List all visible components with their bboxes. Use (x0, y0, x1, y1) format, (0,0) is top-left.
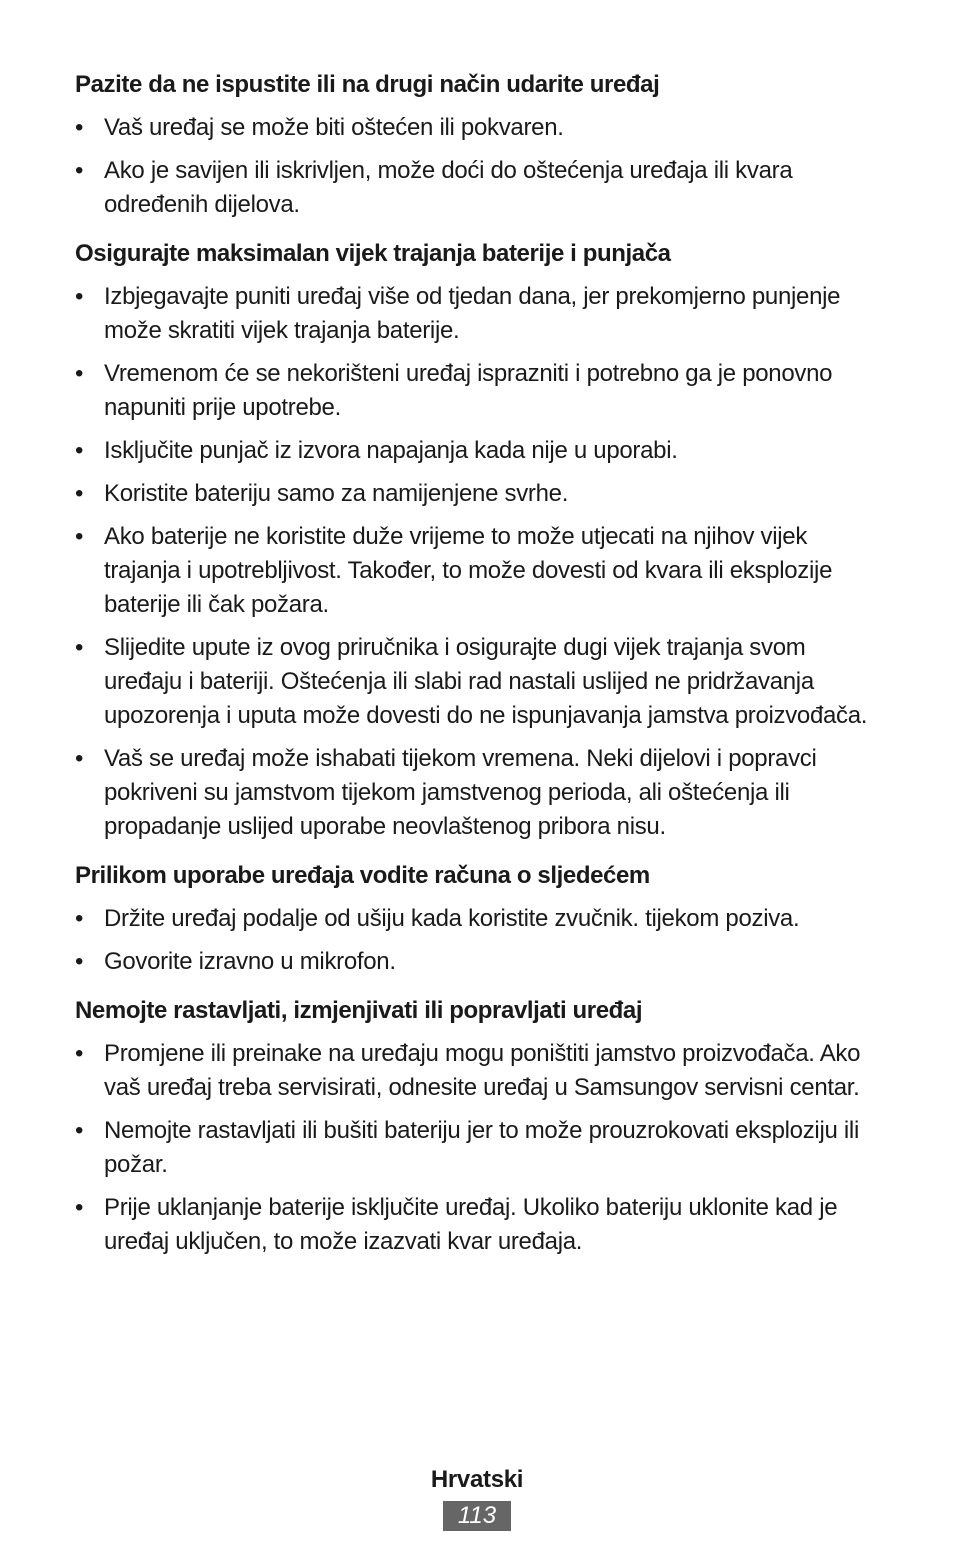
list-item-text: Izbjegavajte puniti uređaj više od tjedan dana, jer prekomjerno punjenje može skratiti vijek trajanja baterije. (104, 283, 841, 344)
list-item (75, 1114, 875, 1182)
list-item-text: Ako baterije ne koristite duže vrijeme to može utjecati na njihov vijek trajanja i upotrebljivost. Također, to može dovesti od kvara ili eksplozije baterije ili čak požara. (104, 523, 833, 618)
list-item-text: Držite uređaj podalje od ušiju kada koristite zvučnik. tijekom poziva. (104, 905, 800, 932)
bullet-icon: • (75, 1040, 84, 1067)
list-item-text: Vaš uređaj se može biti oštećen ili pokvaren. (104, 114, 564, 141)
bullet-icon: • (75, 114, 84, 141)
list-item-text: Govorite izravno u mikrofon. (104, 948, 396, 975)
list-item-text: Isključite punjač iz izvora napajanja kada nije u uporabi. (104, 437, 678, 464)
list-item (75, 945, 875, 979)
list-item (75, 154, 875, 222)
footer-language: Hrvatski (430, 1466, 524, 1493)
list-item (75, 434, 875, 468)
list-item (75, 1191, 875, 1259)
list-item (75, 742, 875, 844)
list-item-text: Vremenom će se nekorišteni uređaj isprazniti i potrebno ga je ponovno napuniti prije upotrebe. (104, 360, 833, 421)
section-disassembly (75, 994, 875, 1259)
section-heading: Pazite da ne ispustite ili na drugi način udarite uređaj (75, 71, 660, 98)
list-item (75, 280, 875, 348)
section-heading: Osigurajte maksimalan vijek trajanja baterije i punjača (75, 240, 671, 267)
list-item (75, 1037, 875, 1105)
bullet-icon: • (75, 360, 84, 387)
bullet-icon: • (75, 1194, 84, 1221)
bullet-icon: • (75, 905, 84, 932)
list-item (75, 902, 875, 936)
list-item-text: Nemojte rastavljati ili bušiti bateriju jer to može prouzrokovati eksploziju ili požar. (104, 1117, 859, 1178)
list-item (75, 111, 875, 145)
page-number-badge: 113 (443, 1501, 511, 1531)
bullet-icon: • (75, 634, 84, 661)
section-drop-warning (75, 68, 875, 222)
bullet-list (75, 902, 875, 979)
bullet-icon: • (75, 1117, 84, 1144)
list-item-text: Slijedite upute iz ovog priručnika i osigurajte dugi vijek trajanja svom uređaju i bateriji. Oštećenja ili slabi rad nastali uslijed ne pridržavanja upozorenja i uputa može dovesti do ne ispunjavanja jamstva proizvođača. (104, 634, 868, 729)
bullet-icon: • (75, 745, 84, 772)
bullet-icon: • (75, 283, 84, 310)
section-usage (75, 859, 875, 979)
list-item (75, 631, 875, 733)
bullet-list (75, 111, 875, 222)
list-item-text: Vaš se uređaj može ishabati tijekom vremena. Neki dijelovi i popravci pokriveni su jamstvom tijekom jamstvenog perioda, ali oštećenja ili propadanje uslijed uporabe neovlaštenog pribora nisu. (104, 745, 817, 840)
bullet-list (75, 280, 875, 844)
bullet-icon: • (75, 157, 84, 184)
bullet-list (75, 1037, 875, 1259)
list-item-text: Ako je savijen ili iskrivljen, može doći do oštećenja uređaja ili kvara određenih dijelova. (104, 157, 793, 218)
section-heading: Nemojte rastavljati, izmjenjivati ili popravljati uređaj (75, 997, 643, 1024)
section-battery-life (75, 237, 875, 844)
list-item (75, 357, 875, 425)
list-item-text: Prije uklanjanje baterije isključite uređaj. Ukoliko bateriju uklonite kad je uređaj uključen, to može izazvati kvar uređaja. (104, 1194, 838, 1255)
list-item-text: Promjene ili preinake na uređaju mogu poništiti jamstvo proizvođača. Ako vaš uređaj treba servisirati, odnesite uređaj u Samsungov servisni centar. (104, 1040, 861, 1101)
page-content (75, 68, 875, 1268)
bullet-icon: • (75, 948, 84, 975)
list-item (75, 520, 875, 622)
bullet-icon: • (75, 437, 84, 464)
bullet-icon: • (75, 523, 84, 550)
section-heading: Prilikom uporabe uređaja vodite računa o sljedećem (75, 862, 650, 889)
page-footer (0, 1463, 954, 1531)
list-item (75, 477, 875, 511)
bullet-icon: • (75, 480, 84, 507)
list-item-text: Koristite bateriju samo za namijenjene svrhe. (104, 480, 569, 507)
